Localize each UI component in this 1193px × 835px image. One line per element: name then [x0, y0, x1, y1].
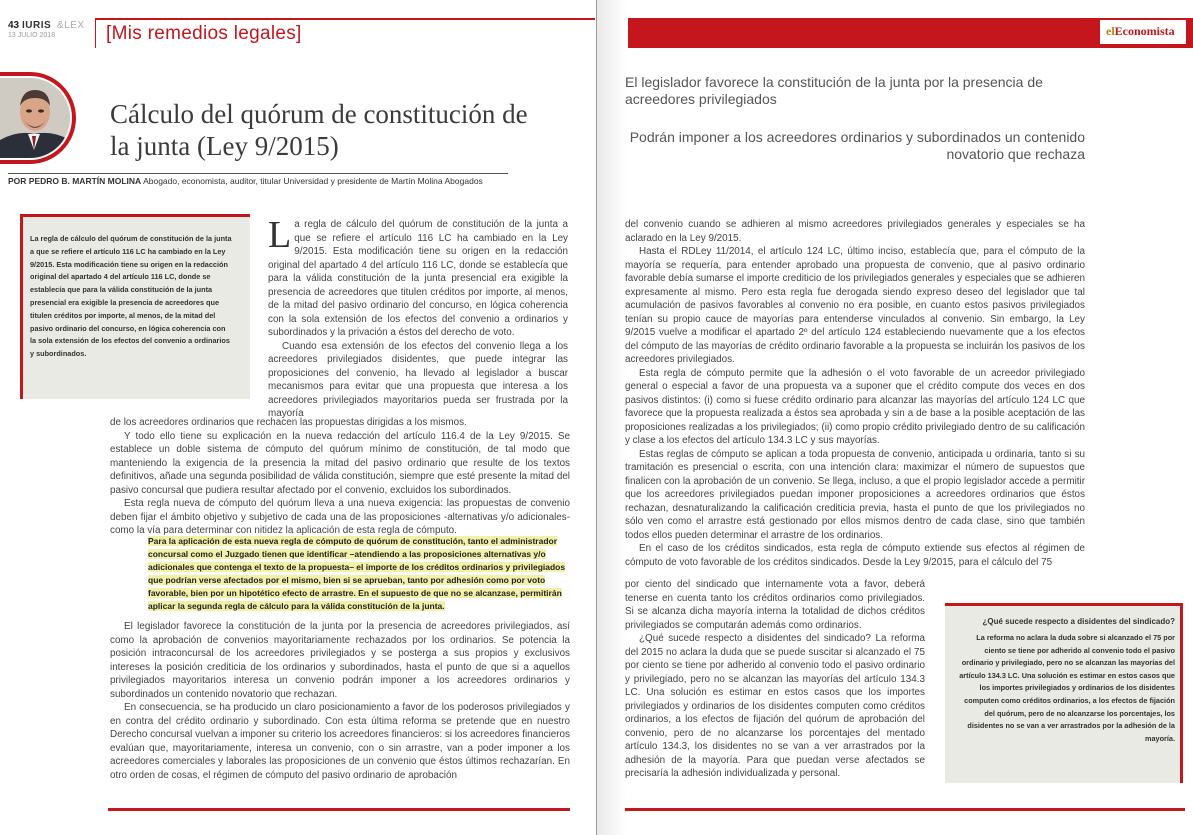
right-paragraph-3: Esta regla de cómputo permite que la adhesión o el voto favorable de un acreedor privilegiado general o especial a favor de una propuesta va a suponer que el crédito compute dos veces en dos pasivos distintos: (i) como si fuese crédito ordinario para alcanzar las mayorías del artículo 124 LC que favorece que la propuesta realizada a éstos sea aprobada y sin a de base a la posible aceptación de las proposiciones realizadas a los privilegiados; (ii) como propio crédito privilegiado dentro de su calificación y clase a los efectos del artículo 134.3 LC y sus mayorías. — [625, 367, 1085, 446]
drop-cap: L — [268, 214, 292, 256]
intro-paragraph-1 — [268, 214, 568, 340]
article-headline: Cálculo del quórum de constitución de la junta (Ley 9/2015) — [110, 99, 528, 161]
byline-role: Abogado, economista, auditor, titular Universidad y presidente de Martín Molina Abogados — [141, 176, 483, 186]
brand-iuris: IURIS — [22, 20, 52, 31]
callout-title: ¿Qué sucede respecto a disidentes del sindicado? — [982, 617, 1175, 626]
intro-paragraph-1-text: a regla de cálculo del quórum de constitución de la junta a que se refiere el artículo 116 LC ha cambiado en la Ley 9/2015. Esta modificación tiene su origen en la redacción original del apartado 4 del artículo 116 LC, donde se establecía que para la válida constitución de la junta presencial era exigible la presencia de acreedores que titulen créditos por importe, al menos, de la mitad del pasivo ordinario del concurso, en lógica coherencia con la sola extensión de los efectos del convenio a ordinarios y subordinados y la privación a éstos del derecho de voto. — [268, 219, 568, 338]
byline-rule — [8, 173, 508, 174]
callout-text: La reforma no aclara la duda sobre si alcanzado el 75 por ciento se tiene por adherido al convenio todo el pasivo ordinario y privilegiado, pero no se alcanzan las mayorías del artículo 134.3 LC. Una solución es estimar en estos casos que los importes privilegiados y ordinarios de los disidentes computen como créditos ordinarios, a los efectos de fijación del quórum, pero de no alcanzarse los porcentajes, los disidentes no se van a ver arrastrados por la adhesión de la mayoría. — [959, 633, 1175, 743]
right-paragraph-2: Hasta el RDLey 11/2014, el artículo 124 LC, último inciso, establecía que, para el cómputo de la mayoría se requería, para entender aprobado una propuesta de convenio, que al pasivo ordinario favorable debía sumarse el importe crediticio de los privilegiados generales y especiales que se adhieren expresamente al mismo. Pero esta regla fue derogada siendo expreso deseo del legislador que tal acumulación de pasivos favorables al convenio no era posible, en cuanto estos pasivos privilegiados tenían su propio cauce de mayorías para entenderse vinculados al convenio. Sin embargo, la Ley 9/2015 vuelve a modificar el apartado 2º del artículo 124 estableciendo nuevamente que a los efectos del cómputo de las mayorías de crédito ordinario favorable a la propuesta se incluirán los pasivos de los acreedores privilegiados. — [625, 246, 1085, 365]
right-column-narrow — [625, 578, 925, 781]
page-number: 43 — [8, 20, 20, 31]
right-paragraph-5-cont: por ciento del sindicado que internamente vota a favor, deberá tenerse en cuenta tanto los créditos ordinarios como privilegiados. Si se alcanza dicha mayoría interna la totalidad de dichos créditos privilegiados se computarán además como ordinarios. — [625, 579, 925, 631]
portrait-ring — [0, 72, 76, 164]
brand-lex: &LEX — [57, 20, 85, 31]
main-paragraph-3: Esta regla nueva de cómputo del quórum lleva a una nueva exigencia: las propuestas de convenio deben fijar el ámbito objetivo y subjetivo de cada una de las proposiciones -alternativas y/o adicionales- como la vía para determinar con nitidez la aplicación de esta regla de cómputo. — [110, 498, 570, 536]
main-paragraph-2: Y todo ello tiene su explicación en la nueva redacción del artículo 116.4 de la Ley 9/2015. Se establece un doble sistema de cómputo del quórum mínimo de constitución, de tal modo que manteniendo la exigencia de la presencia la mitad del pasivo ordinario que resulte de los textos definitivos, añade una segunda posibilidad de válida constitución, siempre que esté presente la mitad del pasivo concursal que pudiera resultar afectado por el convenio, excluidos los subordinados. — [110, 430, 570, 496]
logo-main: Economista — [1114, 24, 1175, 38]
byline — [8, 176, 483, 186]
main-paragraph-5: En consecuencia, se ha producido un claro posicionamiento a favor de los poderosos privilegiados y en contra del crédito ordinario y subordinado. Con esta última reforma se pretende que en nuestro Derecho concursal vuelvan a imponer su criterio los acreedores financieros: si los acreedores financieros evalúan que, mayoritariamente, interesa un convenio, con o sin arrastre, van a poder imponer a los acreedores comerciales y laborales las proposiciones de un convenio que éstos últimos rechazarían. En otro orden de cosas, el régimen de cómputo del pasivo ordinario de aprobación — [110, 702, 570, 781]
bottom-rule-left — [108, 808, 570, 811]
intro-paragraph-2: Cuando esa extensión de los efectos del convenio llega a los acreedores privilegiados disidentes, que puede integrar las proposiciones del convenio, ha llevado al legislador a buscar mecanismos para evitar que una propuesta que interesa a los acreedores privilegiados mayoritarios pueda ser frustrada por la mayoría — [268, 340, 568, 419]
byline-author: POR PEDRO B. MARTÍN MOLINA — [8, 176, 142, 186]
highlighted-quote — [148, 535, 568, 614]
right-paragraph-6: ¿Qué sucede respecto a disidentes del sindicado? La reforma del 2015 no aclara la duda que se puede suscitar si alcanzado el 75 por ciento se tiene por adherido al convenio todo el pasivo ordinario y privilegiado, pero no se alcanzan las mayorías del artículo 134.3 LC. Una solución es estimar en estos casos que los importes privilegiados y ordinarios de los disidentes computen como créditos ordinarios, a los efectos de fijación del quórum de aprobación del convenio, pero de no alcanzarse los porcentajes del mentado artículo 134.3, los disidentes no se van a ver arrastrados por la adhesión de la mayoría. Para que puedan verse afectados se precisaría la adhesión individualizada y personal. — [625, 633, 925, 779]
main-paragraph-1-tail: de los acreedores ordinarios que rechacen las propuestas dirigidas a los mismos. — [110, 417, 467, 428]
highlighted-quote-text: Para la aplicación de esta nueva regla de cómputo de quórum de constitución, tanto el administrador concursal como el Juzgado tienen que identificar –atendiendo a las proposiciones alternativas y/o adicionales que contenga el texto de la propuesta– el importe de los créditos ordinarios y privilegiados que podrían verse afectados por el mismo, bien si se aprueban, tanto por adhesión como por voto favorable, bien por un hipotético efecto de arrastre. En el supuesto de que no se alcanzase, permitirán aplicar la segunda regla de cálculo para la válida constitución de la junta. — [148, 536, 566, 612]
right-column — [625, 218, 1085, 569]
right-paragraph-4: Estas reglas de cómputo se aplican a toda propuesta de convenio, anticipada u ordinaria, tanto si su tramitación es presencial o escrita, con una intención clara: maximizar el número de supuestos que finalicen con la aprobación de un convenio. Se llega, incluso, a que el propio legislador accede a permitir que los acreedores privilegiados puedan imponer proposiciones a acreedores ordinarios que éstos rechazan, desnaturalizando la calificación crediticia previa, hasta el punto de que los privilegiados no sólo ven como el arrastre está gestionado por ellos mismos dentro de cada clase, sino que también todos ellos pueden determinar el arrastre de los ordinarios. — [625, 448, 1085, 541]
summary-box-text: La regla de cálculo del quórum de constitución de la junta a que se refiere el artículo 116 LC ha cambiado en la Ley 9/2015. Esta modificación tiene su origen en la redacción original del apartado 4 del artículo 116 LC, donde se establecía que para la válida constitución de la junta presencial era exigible la presencia de acreedores que titulen créditos por importe, al menos, de la mitad del pasivo ordinario del concurso, en lógica coherencia con la sola extensión de los efectos del convenio a ordinarios y subordinados. — [30, 234, 232, 359]
main-column — [110, 416, 570, 538]
eleconomista-logo — [1106, 24, 1175, 39]
right-paragraph-5: En el caso de los créditos sindicados, esta regla de cómputo extiende sus efectos al régimen de cómputo de voto favorable de los créditos sindicados. Desde la Ley 9/2015, para el cálculo del 75 — [625, 543, 1085, 568]
main-paragraph-4: El legislador favorece la constitución de la junta por la presencia de acreedores privilegiados, así como la aprobación de convenios mayoritariamente rechazados por los ordinarios. Se potencia la posición intraconcursal de los acreedores privilegiados y se posterga a sus propios y exclusivos intereses la posición crediticia de los ordinarios y subordinados, hasta el punto de que si a aquellos privilegiados mayoritarios interesa un convenio podrán imponer a los acreedores ordinarios y subordinados un contenido novatorio que rechazan. — [110, 621, 570, 700]
intro-column — [268, 214, 568, 421]
main-column-continued — [110, 620, 570, 782]
section-title: [Mis remedios legales] — [96, 20, 596, 48]
logo-prefix: el — [1106, 24, 1115, 38]
page-fold — [596, 0, 597, 835]
page-fold-shade — [597, 0, 627, 835]
deck-secondary: Podrán imponer a los acreedores ordinarios y subordinados un contenido novatorio que rechaza — [629, 129, 1085, 162]
right-paragraph-1: del convenio cuando se adhieren al mismo acreedores privilegiados generales y especiales se ha aclarado en la Ley 9/2015. — [625, 219, 1085, 244]
bottom-rule-right — [625, 808, 1185, 811]
issue-date: 13 JULIO 2018 — [8, 32, 56, 39]
deck-primary: El legislador favorece la constitución de la junta por la presencia de acreedores privilegiados — [625, 74, 1043, 107]
